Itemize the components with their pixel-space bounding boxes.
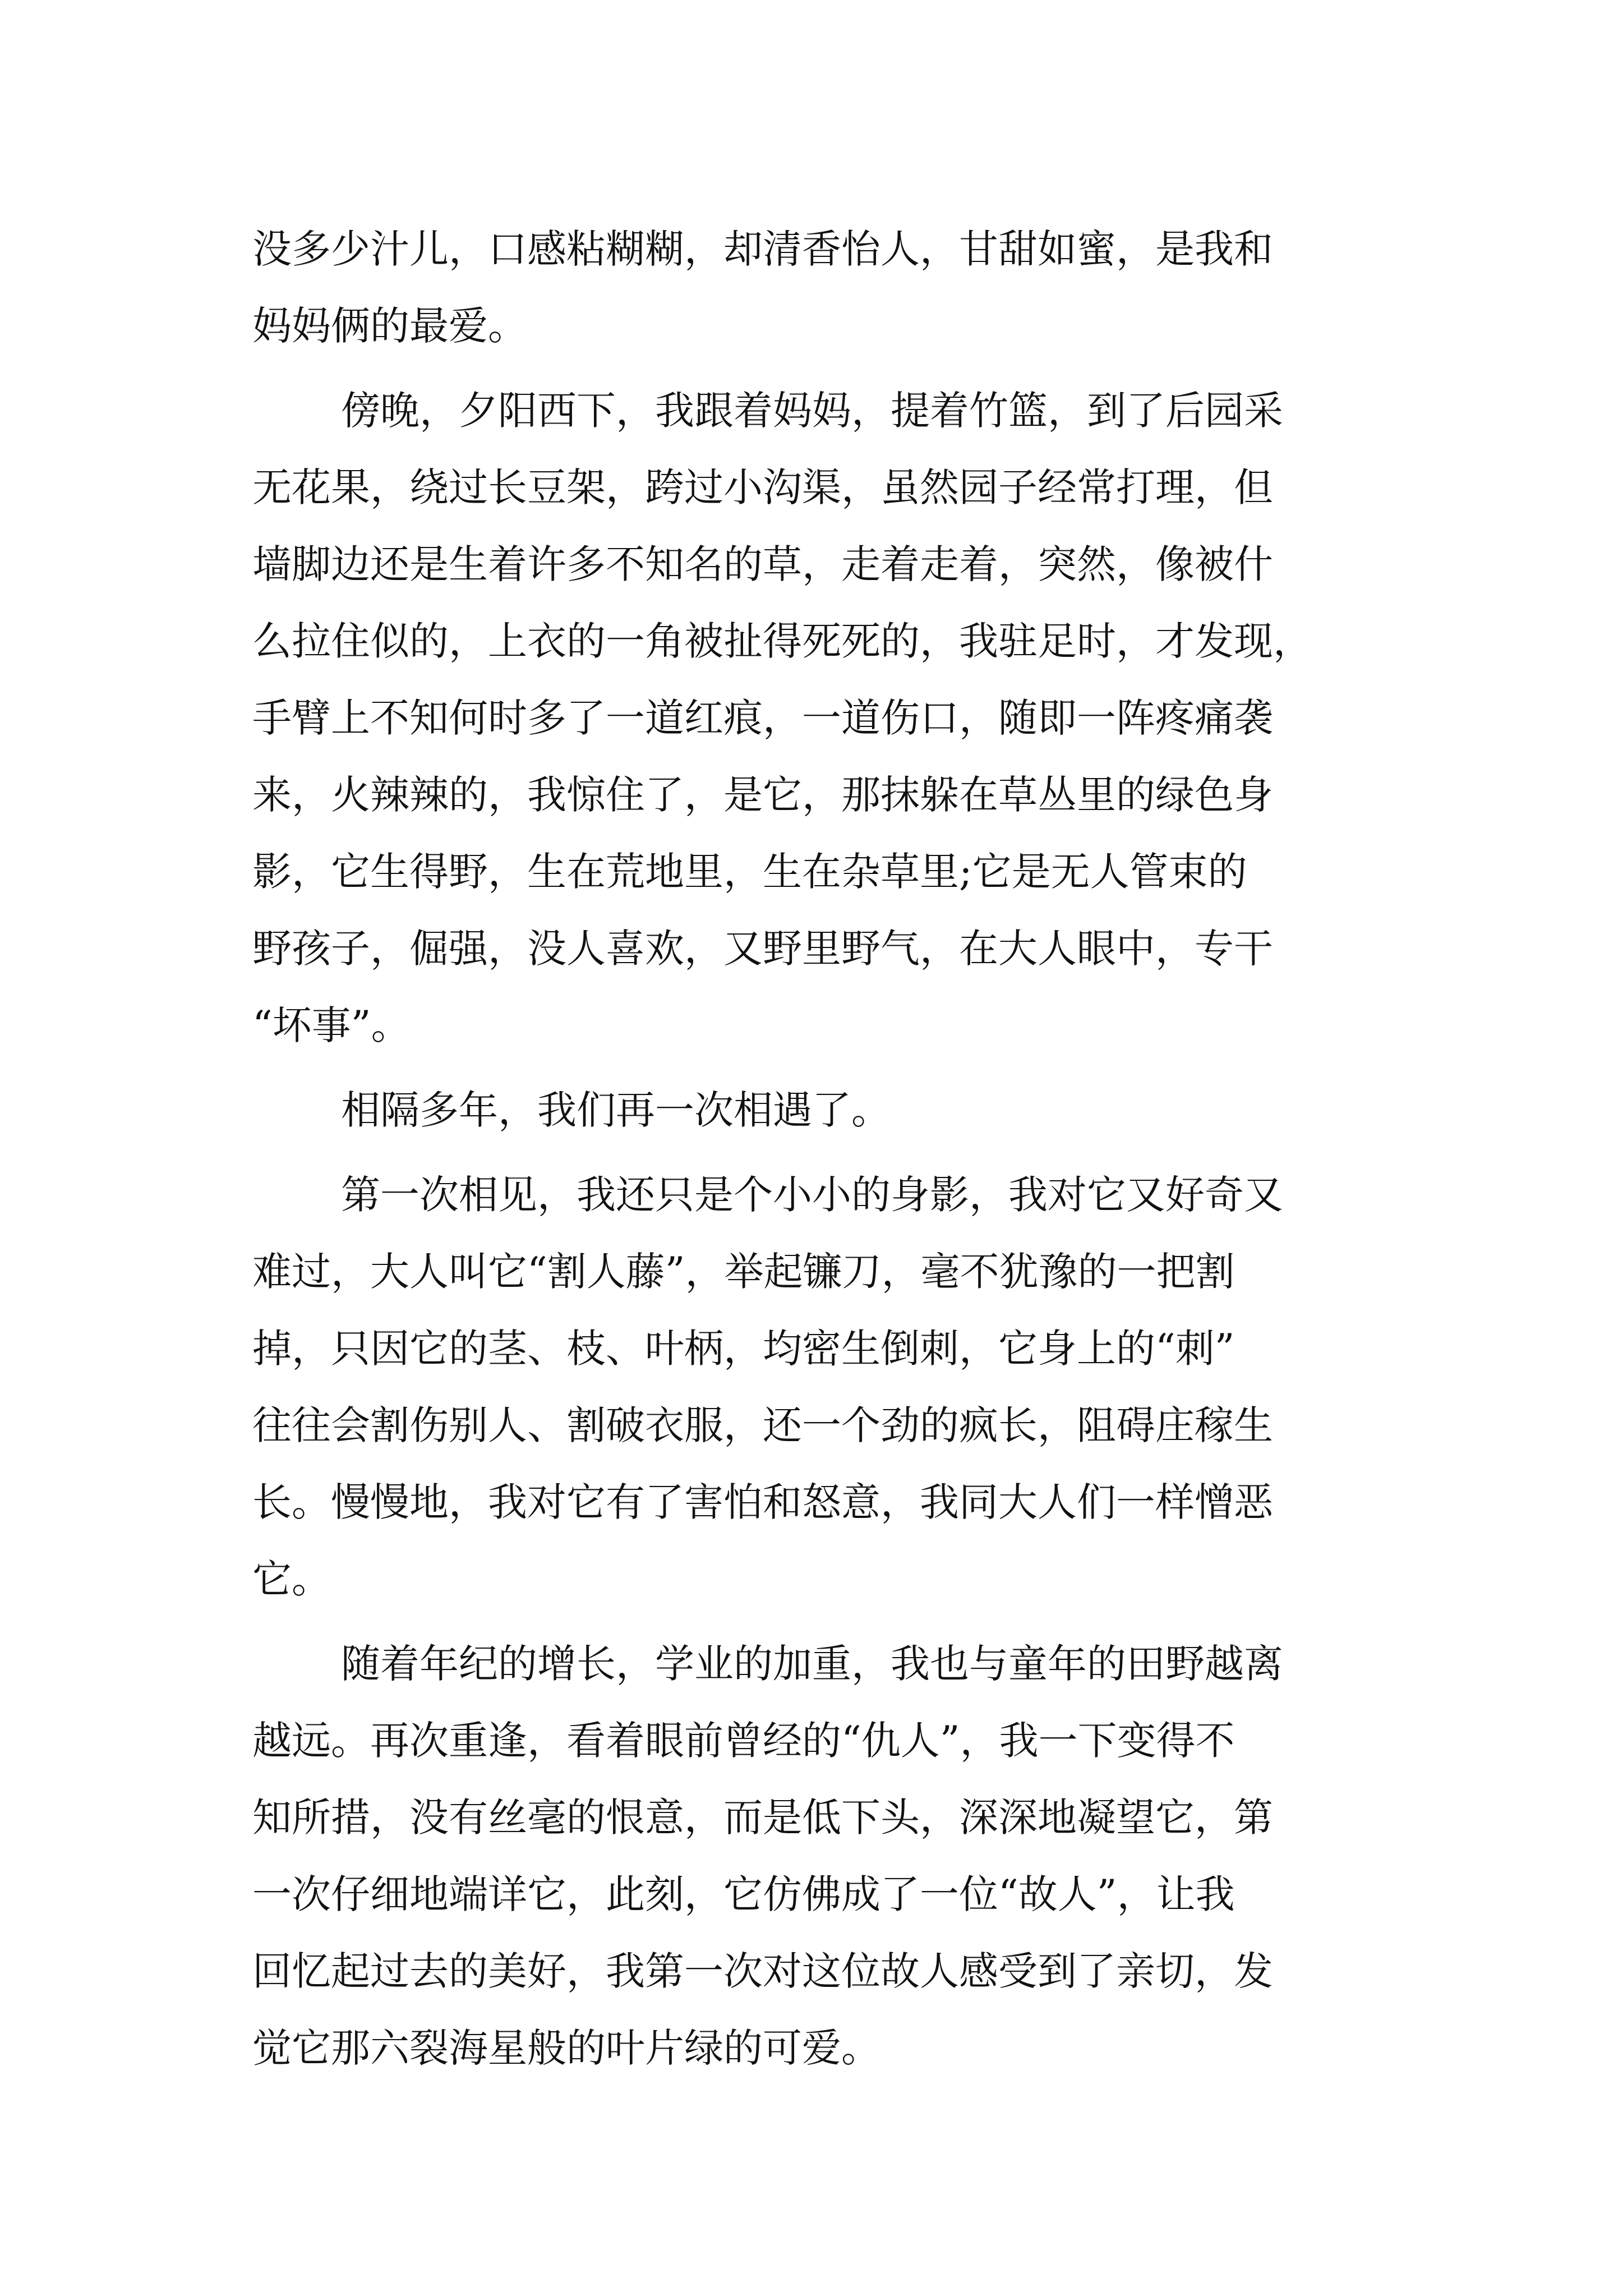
text-line: 难过，大人叫它“割人藤”，举起镰刀，毫不犹豫的一把割 xyxy=(252,1249,1235,1295)
text-line: 无花果，绕过长豆架，跨过小沟渠，虽然园子经常打理，但 xyxy=(252,464,1273,510)
text-line: 长。慢慢地，我对它有了害怕和怒意，我同大人们一样憎恶 xyxy=(252,1479,1273,1525)
text-line: 往往会割伤别人、割破衣服，还一个劲的疯长，阻碍庄稼生 xyxy=(252,1402,1273,1448)
text-line: 野孩子，倔强，没人喜欢，又野里野气，在大人眼中，专干 xyxy=(252,926,1273,972)
text-line: 手臂上不知何时多了一道红痕，一道伤口，随即一阵疼痛袭 xyxy=(252,695,1273,741)
text-line: 么拉住似的，上衣的一角被扯得死死的，我驻足时，才发现， xyxy=(252,618,1312,664)
text-line: 知所措，没有丝毫的恨意，而是低下头，深深地凝望它，第 xyxy=(252,1795,1273,1841)
text-line: “坏事”。 xyxy=(252,1002,411,1048)
text-line: 影，它生得野，生在荒地里，生在杂草里;它是无人管束的 xyxy=(252,849,1247,895)
text-line: 回忆起过去的美好，我第一次对这位故人感受到了亲切，发 xyxy=(252,1948,1273,1994)
text-line: 掉，只因它的茎、枝、叶柄，均密生倒刺，它身上的“刺” xyxy=(252,1326,1235,1372)
text-line: 觉它那六裂海星般的叶片绿的可爱。 xyxy=(252,2025,880,2071)
text-line: 来，火辣辣的，我惊住了，是它，那抹躲在草丛里的绿色身 xyxy=(252,772,1273,818)
paragraph-first-line: 随着年纪的增长，学业的加重，我也与童年的田野越离 xyxy=(341,1641,1283,1687)
body-text xyxy=(252,211,1385,2087)
text-line: 墙脚边还是生着许多不知名的草，走着走着，突然，像被什 xyxy=(252,541,1273,587)
text-line: 它。 xyxy=(252,1556,331,1602)
text-line: 越远。再次重逢，看着眼前曾经的“仇人”，我一下变得不 xyxy=(252,1718,1235,1764)
paragraph-first-line: 第一次相见，我还只是个小小的身影，我对它又好奇又 xyxy=(341,1172,1283,1218)
text-line: 没多少汁儿，口感粘糊糊，却清香怡人，甘甜如蜜，是我和 xyxy=(252,226,1273,272)
paragraph-first-line: 相隔多年，我们再一次相遇了。 xyxy=(341,1087,891,1133)
paragraph-first-line: 傍晚，夕阳西下，我跟着妈妈，提着竹篮，到了后园采 xyxy=(341,388,1283,434)
text-line: 妈妈俩的最爱。 xyxy=(252,303,527,349)
text-line: 一次仔细地端详它，此刻，它仿佛成了一位“故人”，让我 xyxy=(252,1871,1235,1917)
